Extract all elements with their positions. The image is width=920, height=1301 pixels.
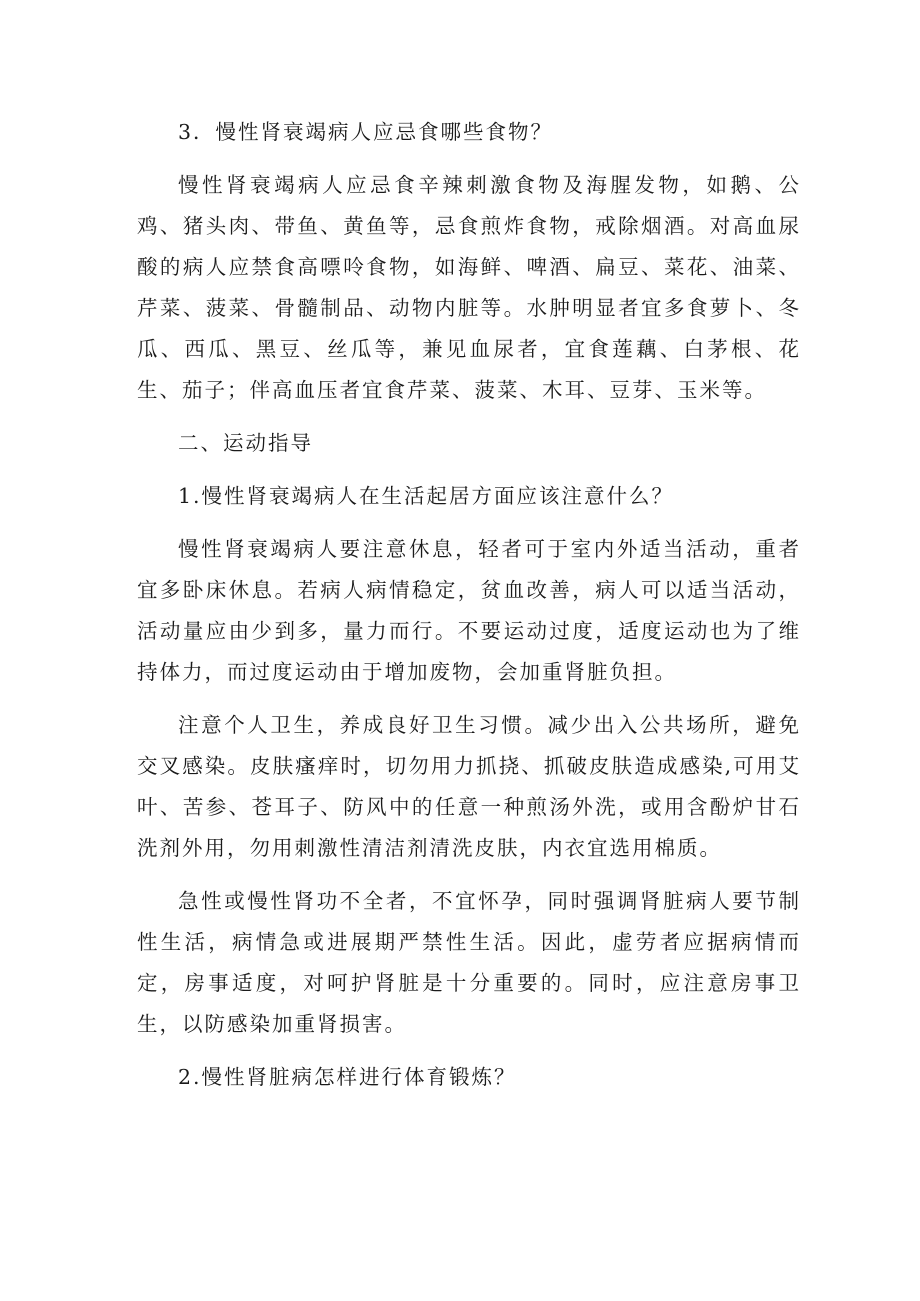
question-heading-3: 3．慢性肾衰竭病人应忌食哪些食物？: [178, 120, 554, 144]
document-body: [137, 112, 801, 1098]
question-heading-2: 2.慢性肾脏病怎样进行体育锻炼？: [178, 1065, 517, 1089]
paragraph-diet-avoid: 慢性肾衰竭病人应忌食辛辣刺激食物及海腥发物，如鹅、公鸡、猪头肉、带鱼、黄鱼等，忌食煎炸食物，戒除烟酒。对高血尿酸的病人应禁食高嘌呤食物，如海鲜、啤酒、扁豆、菜花、油菜、芹菜、菠菜、骨髓制品、动物内脏等。水肿明显者宜多食萝卜、冬瓜、西瓜、黑豆、丝瓜等，兼见血尿者，宜食莲藕、白茅根、花生、茄子；伴高血压者宜食芹菜、菠菜、木耳、豆芽、玉米等。: [137, 173, 801, 402]
section-heading-exercise: 二、运动指导: [178, 431, 313, 455]
question-heading-1: 1.慢性肾衰竭病人在生活起居方面应该注意什么？: [178, 484, 675, 508]
paragraph-rest: 慢性肾衰竭病人要注意休息，轻者可于室内外适当活动，重者宜多卧床休息。若病人病情稳定，贫血改善，病人可以适当活动，活动量应由少到多，量力而行。不要运动过度，适度运动也为了维持体力，而过度运动由于增加废物，会加重肾脏负担。: [137, 537, 801, 684]
paragraph-pregnancy: 急性或慢性肾功不全者，不宜怀孕，同时强调肾脏病人要节制性生活，病情急或进展期严禁性生活。因此，虚劳者应据病情而定，房事适度，对呵护肾脏是十分重要的。同时，应注意房事卫生，以防感染加重肾损害。: [137, 889, 801, 1036]
paragraph-hygiene: 注意个人卫生，养成良好卫生习惯。减少出入公共场所，避免交叉感染。皮肤瘙痒时，切勿用力抓挠、抓破皮肤造成感染,可用艾叶、苦参、苍耳子、防风中的任意一种煎汤外洗，或用含酚炉甘石洗剂外用，勿用刺激性清洁剂清洗皮肤，内衣宜选用棉质。: [137, 713, 801, 860]
